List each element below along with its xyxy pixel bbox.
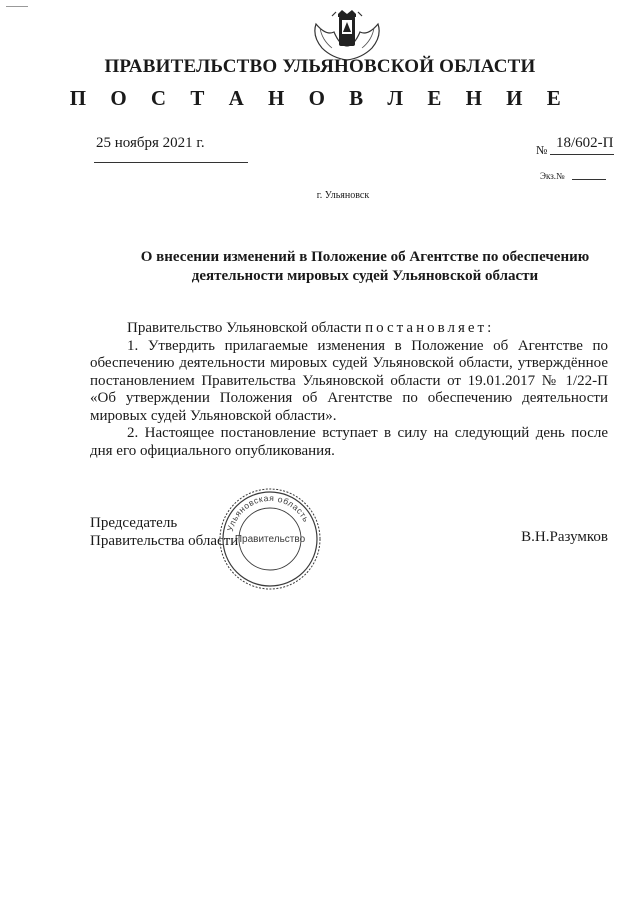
signer-name: В.Н.Разумков xyxy=(521,529,608,545)
city: г. Ульяновск xyxy=(316,190,370,201)
document-body xyxy=(90,320,608,460)
signer-position xyxy=(90,514,238,550)
document-number: 18/602-П xyxy=(556,135,614,151)
seal-ring-text: Ульяновская область xyxy=(224,492,312,533)
item-1: 1. Утвердить прилагаемые изменения в Положение об Агентстве по обеспечению деятельности мировых судей Ульяновской области, утверждённое постановлением Правительства Ульяновской области от 19.01.2017 № 1/22-П «Об утверждении Положения об Агентстве по обеспечению деятельности мировых судей Ульяновской области». xyxy=(90,337,608,424)
copy-number-underline xyxy=(572,179,606,180)
organization-name: ПРАВИТЕЛЬСТВО УЛЬЯНОВСКОЙ ОБЛАСТИ xyxy=(104,56,536,77)
date-underline xyxy=(94,162,248,163)
item-2: 2. Настоящее постановление вступает в силу на следующий день после дня его официального опубликования. xyxy=(90,425,608,459)
number-sign: № xyxy=(536,143,548,157)
corner-mark xyxy=(6,6,28,17)
document-date: 25 ноября 2021 г. xyxy=(96,135,205,151)
coat-of-arms-icon xyxy=(308,6,386,62)
preamble-verb: постановляет: xyxy=(365,320,495,336)
document-type: П О С Т А Н О В Л Е Н И Е xyxy=(69,86,571,110)
official-seal xyxy=(218,487,322,591)
number-underline xyxy=(550,154,614,155)
preamble-text: Правительство Ульяновской области xyxy=(127,320,362,336)
signer-position-line-2: Правительства области xyxy=(90,533,239,549)
title-line-2: деятельности мировых судей Ульяновской области xyxy=(191,268,539,284)
title-line-1: О внесении изменений в Положение об Агентстве по обеспечению xyxy=(140,249,590,265)
preamble xyxy=(90,320,608,338)
seal-center-text: Правительство xyxy=(234,534,306,545)
copy-number-label: Экз.№ xyxy=(540,171,565,181)
signer-position-line-1: Председатель xyxy=(90,515,178,531)
document-title xyxy=(100,248,630,286)
